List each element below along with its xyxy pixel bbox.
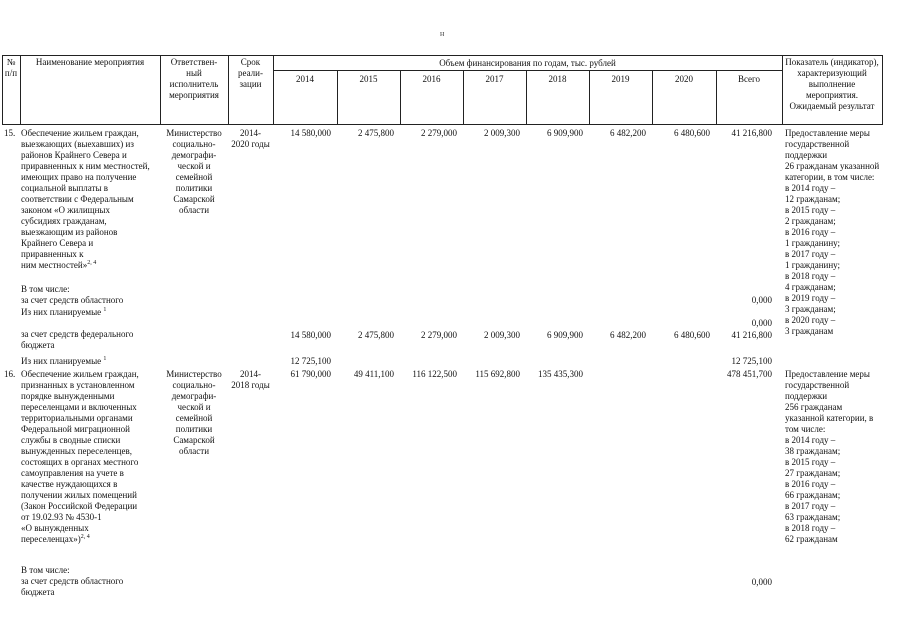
row15-federal-2017: 2 009,300 (484, 330, 520, 340)
row16-value-2017: 115 692,800 (475, 369, 520, 379)
row15-value-2014: 14 580,000 (290, 128, 331, 138)
header-total: Всего (737, 74, 761, 84)
header-year-2020: 2020 (675, 74, 693, 84)
row15-term: 2014- 2020 годы (231, 128, 270, 149)
row15-federal-2019: 6 482,200 (610, 330, 646, 340)
row16-value-2016: 116 122,500 (412, 369, 457, 379)
row15-value-2015: 2 475,800 (358, 128, 394, 138)
row15-fed-planned-2014: 12 725,100 (290, 356, 331, 366)
row16-value-2015: 49 411,100 (353, 369, 394, 379)
header-term: Срок реали- зации (238, 57, 263, 89)
row15-planned-label (21, 307, 106, 318)
row16-value-total: 478 451,700 (727, 369, 772, 379)
page-number: н (440, 29, 445, 38)
row15-fed-planned-text: Из них планируемые (21, 356, 102, 366)
row15-federal-2020: 6 480,600 (674, 330, 710, 340)
header-financing: Объем финансирования по годам, тыс. рублей (439, 58, 616, 68)
row16-term: 2014- 2018 годы (231, 369, 270, 390)
financing-header-divider (273, 70, 782, 71)
row15-fed-planned-label (21, 356, 106, 367)
row15-regional-total: 0,000 (751, 295, 772, 305)
row15-federal-label: за счет средств федерального бюджета (21, 329, 134, 350)
header-responsible: Ответствен- ный исполнитель мероприятия (169, 57, 219, 100)
row15-planned-footnote: 1 (103, 307, 107, 313)
row15-federal-2018: 6 909,900 (547, 330, 583, 340)
header-name: Наименование мероприятия (35, 57, 145, 67)
row15-value-2017: 2 009,300 (484, 128, 520, 138)
row16-incl-label: В том числе: (21, 565, 70, 575)
header-year-2018: 2018 (548, 74, 567, 84)
row16-name-text: Обеспечение жильем граждан, признанных в установленном порядке вынужденными переселенцами и включенных территориальными органами Федеральной миграционной службы в сводные списки вынужденных переселенцев, состоящих в органах местного самоуправления на учете в качестве нуждающихся в получении жилых помещений (Закон Российской Федерации от 19.02.93 № 4530-1 «О вынужденных переселенцах») (21, 369, 139, 544)
row15-fed-planned-total: 12 725,100 (731, 356, 772, 366)
row16-num: 16. (4, 369, 16, 379)
row16-value-2014: 61 790,000 (290, 369, 331, 379)
header-year-2015: 2015 (359, 74, 378, 84)
row15-name (21, 128, 150, 271)
row15-fed-planned-footnote: 1 (103, 356, 107, 362)
row15-value-2019: 6 482,200 (610, 128, 646, 138)
row15-name-text: Обеспечение жильем граждан, выезжающих (выехавших) из районов Крайнего Севера и приравненных к ним местностей, имеющих право на получение социальной выплаты в соответствии с Федеральным законом «О жилищных субсидиях гражданам, выезжающим из районов Крайнего Севера и приравненных к ним местностей» (21, 128, 150, 270)
col-line-6 (882, 55, 883, 125)
row15-federal-total: 41 216,800 (731, 330, 772, 340)
row15-regional-label: за счет средств областного (21, 295, 124, 305)
row16-name (21, 369, 139, 545)
row15-federal-2016: 2 279,000 (421, 330, 457, 340)
row15-indicator: Предоставление меры государственной поддержки 26 гражданам указанной категории, в том числе: в 2014 году – 12 гражданам; в 2015 году – 2 гражданам; в 2016 году – 1 гражданину; в 2017 году – 1 гражданину; в 2018 году – 4 гражданам; в 2019 году – 3 гражданам; в 2020 году – 3 гражданам (785, 128, 880, 336)
row16-regional-label: за счет средств областного бюджета (21, 576, 124, 597)
row15-value-2018: 6 909,900 (547, 128, 583, 138)
header-year-2016: 2016 (422, 74, 441, 84)
row15-federal-2014: 14 580,000 (290, 330, 331, 340)
header-year-2014: 2014 (296, 74, 314, 84)
table-top-border (2, 55, 882, 56)
header-num: № п/п (4, 57, 18, 78)
row15-name-footnote: 2, 4 (87, 260, 97, 266)
row15-incl-label: В том числе: (21, 284, 70, 294)
row16-responsible: Министерство социально- демографи- ческой и семейной политики Самарской области (166, 369, 222, 456)
header-year-2017: 2017 (485, 74, 504, 84)
header-indicator: Показатель (индикатор), характеризующий выполнение мероприятия. Ожидаемый результат (785, 57, 879, 111)
row16-name-footnote: 2, 4 (80, 534, 90, 540)
row15-num: 15. (4, 128, 16, 138)
row15-planned-total: 0,000 (751, 318, 772, 328)
row15-federal-2015: 2 475,800 (358, 330, 394, 340)
header-bottom-border (2, 124, 882, 125)
row16-indicator: Предоставление меры государственной поддержки 256 гражданам указанной категории, в том числе: в 2014 году – 38 гражданам; в 2015 году – 27 гражданам; в 2016 году – 66 гражданам; в 2017 году – 63 гражданам; в 2018 году – 62 гражданам (785, 369, 874, 544)
row15-responsible: Министерство социально- демографи- ческой и семейной политики Самарской области (166, 128, 222, 215)
row15-value-2016: 2 279,000 (421, 128, 457, 138)
row15-value-total: 41 216,800 (731, 128, 772, 138)
row15-planned-text: Из них планируемые (21, 307, 102, 317)
header-year-2019: 2019 (611, 74, 630, 84)
row16-value-2018: 135 435,300 (538, 369, 583, 379)
row15-value-2020: 6 480,600 (674, 128, 710, 138)
row16-regional-total: 0,000 (751, 577, 772, 587)
